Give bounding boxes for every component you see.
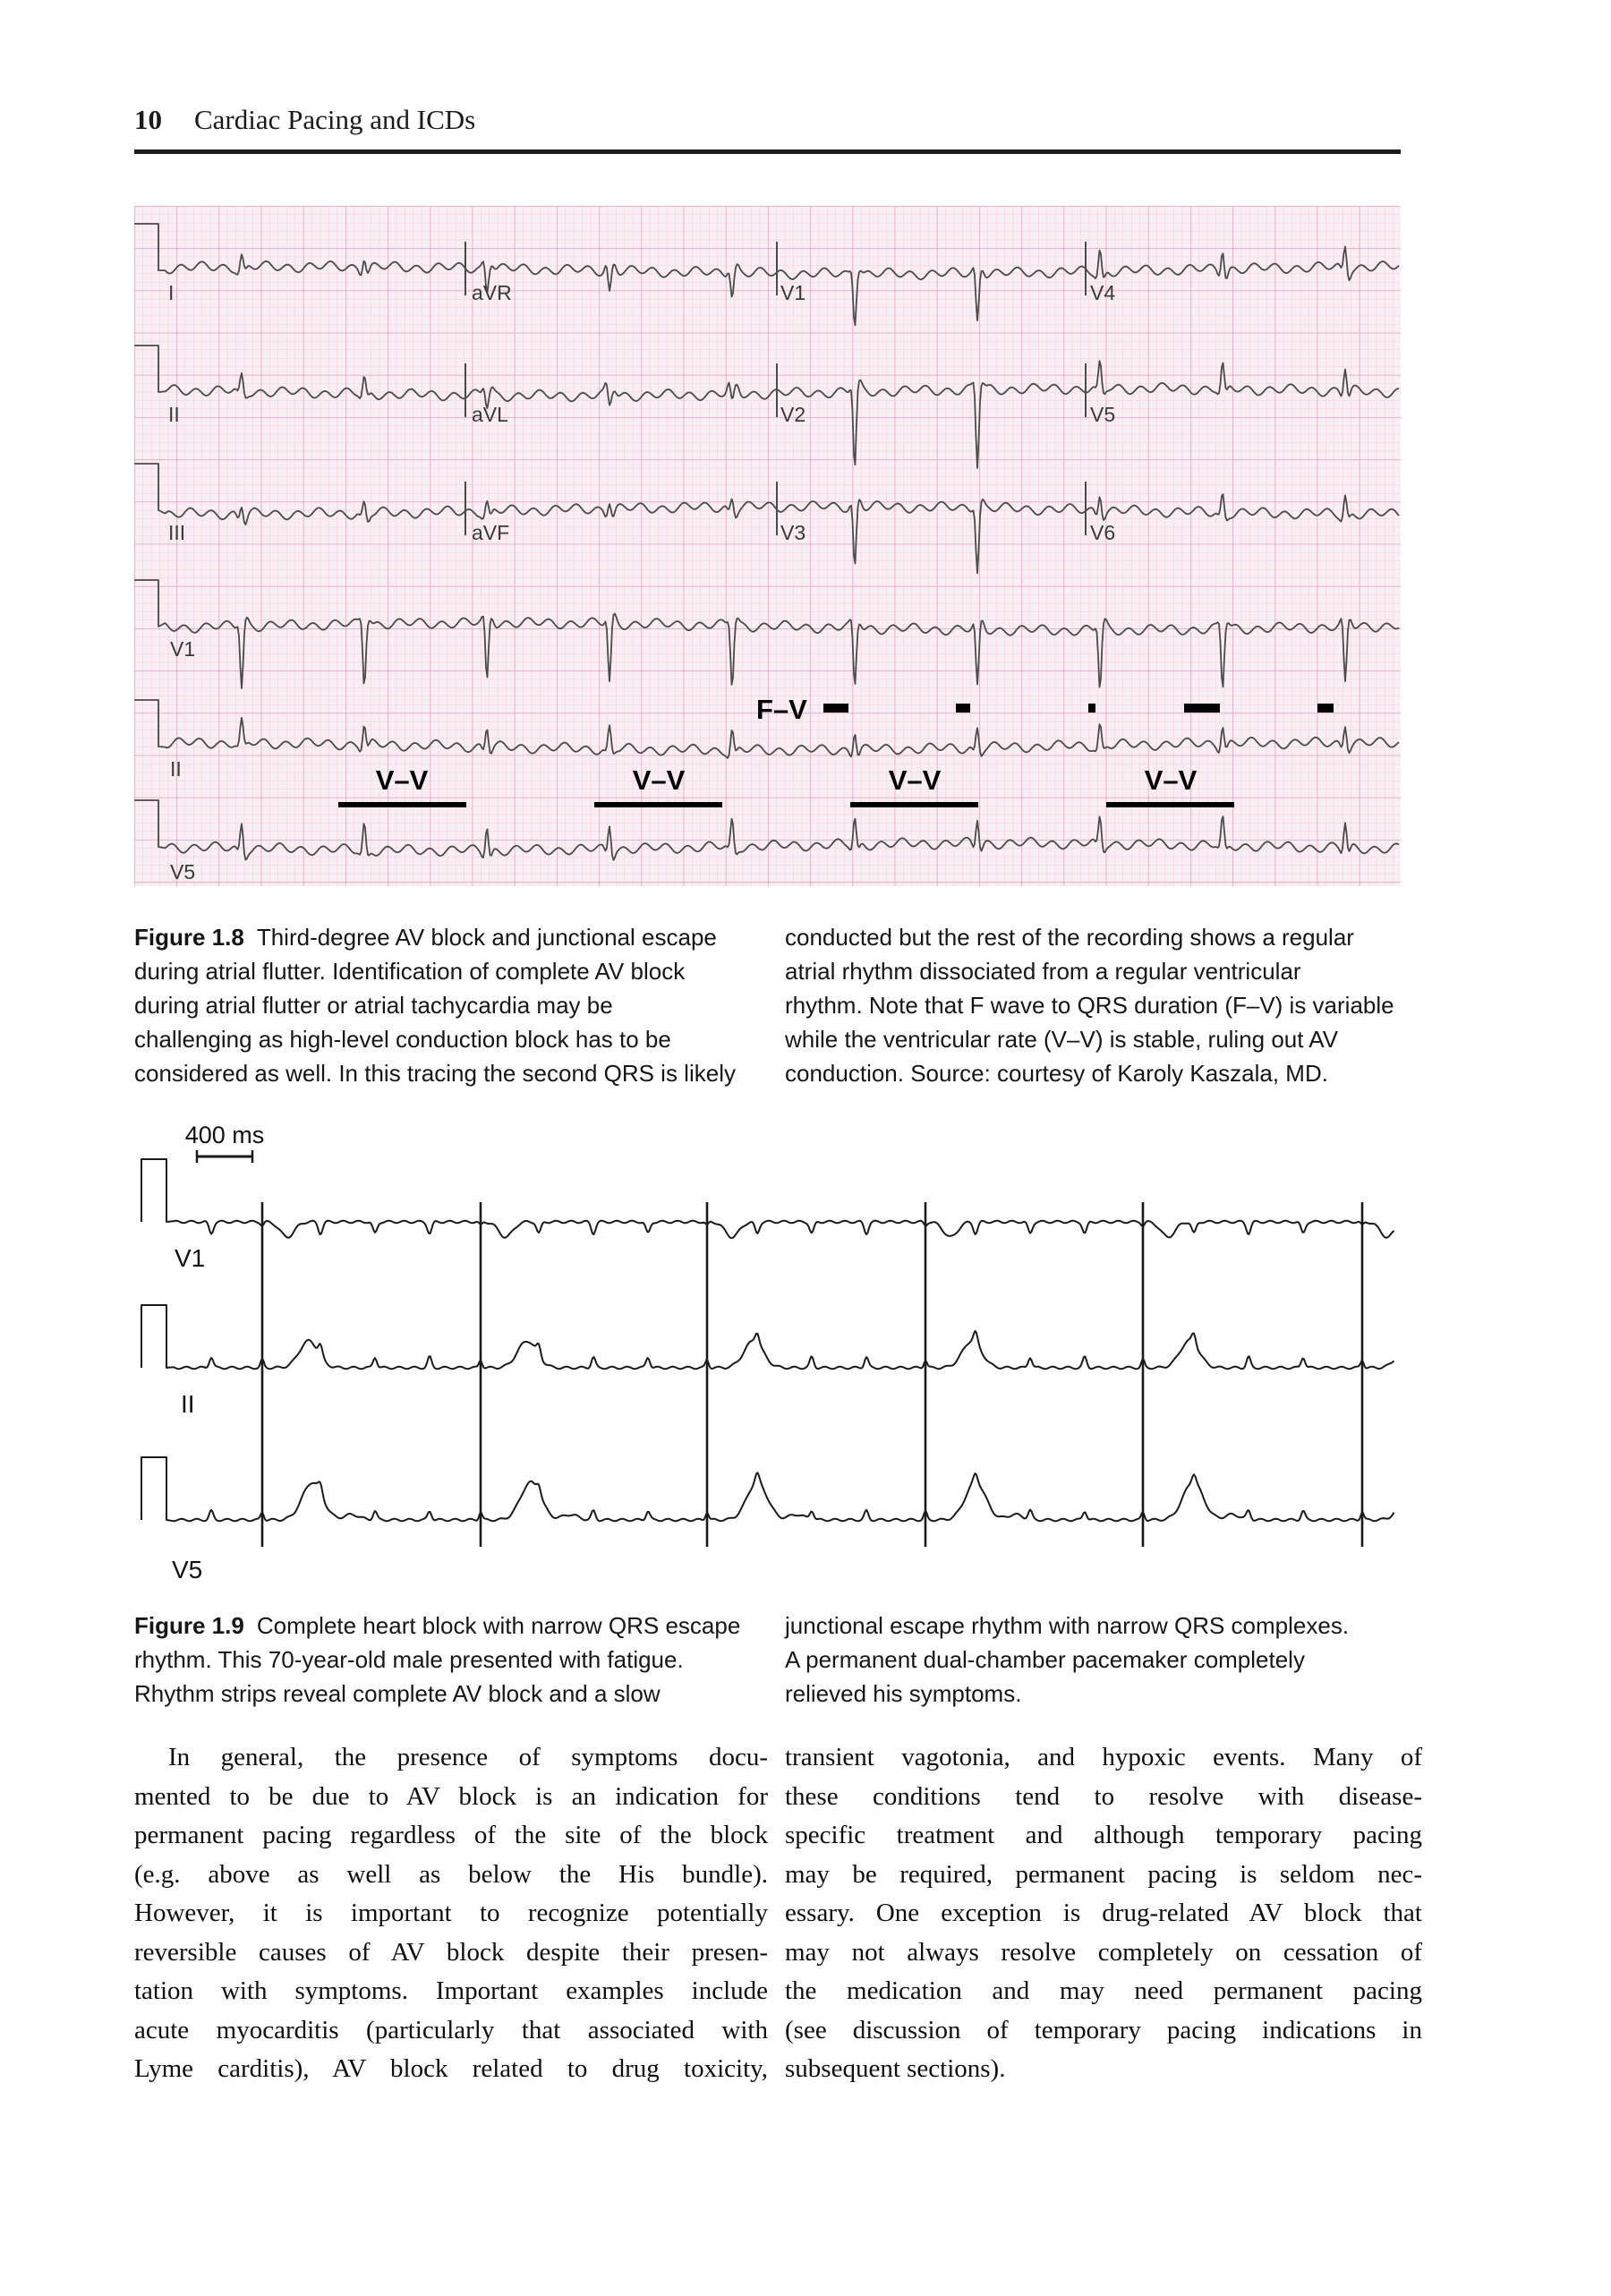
body-column-left xyxy=(134,1738,768,2089)
text-line: relieved his symptoms. xyxy=(785,1680,1022,1707)
header-rule xyxy=(134,149,1401,154)
caption-lines xyxy=(785,920,1436,1090)
lead-label: aVR xyxy=(472,281,512,304)
page-number: 10 xyxy=(134,104,162,135)
caption-text: Third-degree AV block and junctional escape xyxy=(256,924,717,951)
text-line: mented to be due to AV block is an indication for xyxy=(134,1781,768,1811)
figure-1-8-ecg xyxy=(134,206,1401,886)
text-line: transient vagotonia, and hypoxic events. Many of xyxy=(785,1743,1422,1771)
caption-first-line xyxy=(134,920,786,954)
figure-1-8-caption-right xyxy=(785,920,1436,1090)
text-line: may not always resolve completely on cessation of xyxy=(785,1937,1422,1967)
lead-label: V1 xyxy=(175,1244,206,1272)
ecg-grid-major xyxy=(134,206,1401,886)
text-line: reversible causes of AV block despite their presen- xyxy=(134,1937,768,1967)
text-line: junctional escape rhythm with narrow QRS complexes. xyxy=(785,1612,1350,1639)
text-line: tation with symptoms. Important examples include xyxy=(134,1976,768,2005)
text-line: Lyme carditis), AV block related to drug toxicity, xyxy=(134,2054,768,2083)
text-line: essary. One exception is drug-related AV block that xyxy=(785,1899,1422,1927)
text-line: subsequent sections). xyxy=(785,2054,1006,2083)
lead-label: III xyxy=(168,521,186,544)
text-line: atrial rhythm dissociated from a regular ventricular xyxy=(785,958,1301,985)
text-line: conduction. Source: courtesy of Karoly Kaszala, MD. xyxy=(785,1060,1328,1087)
body-column-right xyxy=(785,1738,1422,2089)
figure-1-9-caption-right xyxy=(785,1609,1436,1711)
figure-1-9-ecg xyxy=(134,1114,1401,1602)
text-line: In general, the presence of symptoms docu- xyxy=(168,1743,768,1771)
text-line: A permanent dual-chamber pacemaker completely xyxy=(785,1646,1305,1673)
lead-label: II xyxy=(168,403,180,426)
time-scale-label: 400 ms xyxy=(184,1122,265,1148)
caption-first-line xyxy=(134,1609,786,1643)
text-line: Rhythm strips reveal complete AV block and a slow xyxy=(134,1680,661,1707)
fv-interval-label: F–V xyxy=(756,694,807,725)
caption-lines xyxy=(134,954,786,1090)
lead-label: V5 xyxy=(172,1556,203,1583)
text-line: conducted but the rest of the recording shows a regular xyxy=(785,924,1354,951)
lead-label: V1 xyxy=(170,637,196,661)
figure-1-9-caption-left xyxy=(134,1609,786,1711)
text-line: (see discussion of temporary pacing indications in xyxy=(785,2015,1422,2044)
lead-label: V6 xyxy=(1090,521,1116,544)
text-line: specific treatment and although temporary pacing xyxy=(785,1821,1422,1849)
text-line: considered as well. In this tracing the second QRS is likely xyxy=(134,1060,736,1087)
text-line: rhythm. Note that F wave to QRS duration (F–V) is variable xyxy=(785,992,1394,1019)
lead-label: aVL xyxy=(472,403,508,426)
lead-label: II xyxy=(170,757,182,781)
lead-label: I xyxy=(168,281,175,304)
lead-label: V1 xyxy=(780,281,806,304)
vv-interval-label: V–V xyxy=(888,764,942,796)
lead-label: aVF xyxy=(472,521,510,544)
text-line: However, it is important to recognize potentially xyxy=(134,1899,768,1927)
text-line: these conditions tend to resolve with disease- xyxy=(785,1781,1422,1811)
vv-interval-label: V–V xyxy=(1144,764,1198,796)
running-title: Cardiac Pacing and ICDs xyxy=(194,104,476,135)
vv-interval-label: V–V xyxy=(375,764,429,796)
text-line: may be required, permanent pacing is seldom nec- xyxy=(785,1859,1422,1889)
lead-label: V4 xyxy=(1090,281,1116,304)
figure-1-8-label: Figure 1.8 xyxy=(134,924,244,951)
text-line: rhythm. This 70-year-old male presented with fatigue. xyxy=(134,1646,684,1673)
lead-label: V2 xyxy=(780,403,806,426)
text-line: permanent pacing regardless of the site of the block xyxy=(134,1821,768,1849)
page-header xyxy=(134,104,475,136)
text-line: the medication and may need permanent pacing xyxy=(785,1976,1422,2005)
caption-lines xyxy=(134,1643,786,1711)
lead-label: V5 xyxy=(1090,403,1116,426)
text-line: during atrial flutter or atrial tachycardia may be xyxy=(134,992,613,1019)
lead-label: V5 xyxy=(170,860,196,883)
vv-interval-label: V–V xyxy=(632,764,686,796)
lead-label: II xyxy=(181,1390,195,1418)
caption-lines xyxy=(785,1609,1436,1711)
caption-text: Complete heart block with narrow QRS escape xyxy=(256,1612,741,1639)
figure-1-8-caption-left xyxy=(134,920,786,1090)
text-line: during atrial flutter. Identification of complete AV block xyxy=(134,958,686,985)
figure-1-9-label: Figure 1.9 xyxy=(134,1612,244,1639)
text-line: (e.g. above as well as below the His bundle). xyxy=(134,1859,768,1889)
text-line: challenging as high-level conduction block has to be xyxy=(134,1026,671,1053)
text-line: while the ventricular rate (V–V) is stable, ruling out AV xyxy=(785,1026,1339,1053)
text-line: acute myocarditis (particularly that associated with xyxy=(134,2015,768,2044)
lead-label: V3 xyxy=(780,521,806,544)
